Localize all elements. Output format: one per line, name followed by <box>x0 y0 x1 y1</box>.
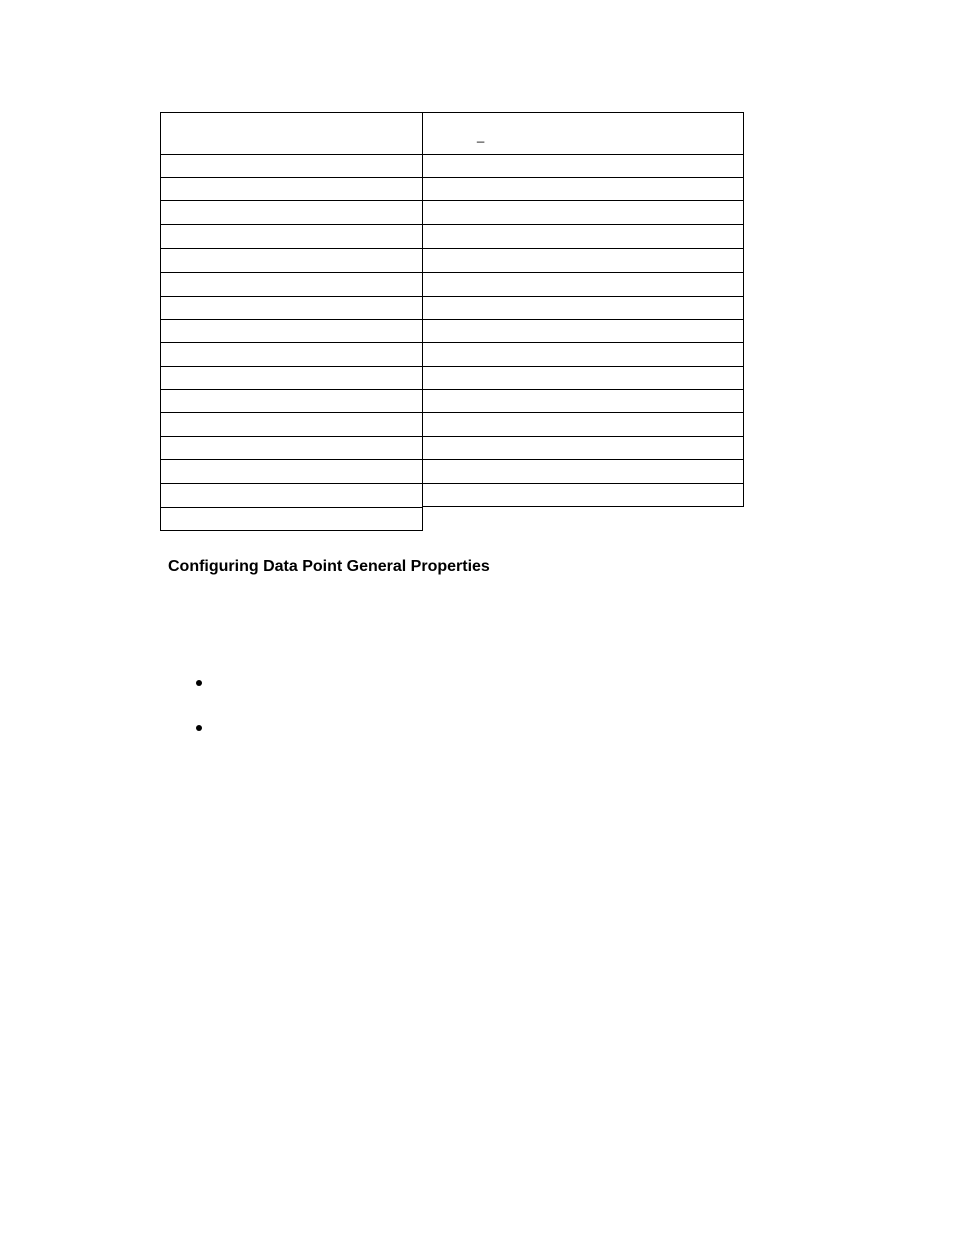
table-row-right <box>422 366 744 390</box>
table-row-right <box>422 436 744 460</box>
table-row-left <box>160 224 423 249</box>
table-header-right-cell <box>422 112 744 155</box>
table-row-right <box>422 272 744 297</box>
section-heading: Configuring Data Point General Properties <box>168 558 490 575</box>
table-row-left <box>160 342 423 367</box>
table-row-right <box>422 154 744 178</box>
table-row-right <box>422 224 744 249</box>
table-row-left <box>160 177 423 201</box>
list-item <box>196 676 596 696</box>
table-row-left <box>160 366 423 390</box>
table-row-right <box>422 177 744 201</box>
list-item <box>196 721 596 741</box>
table-row-right <box>422 296 744 320</box>
bullet-dot-icon <box>196 680 202 686</box>
table-row-left <box>160 483 423 508</box>
table-row-left <box>160 248 423 273</box>
table-row-right <box>422 389 744 413</box>
table-row-left <box>160 319 423 343</box>
table-header-left-cell <box>160 112 423 155</box>
table-row-left <box>160 412 423 437</box>
table-row-right <box>422 412 744 437</box>
table-row-left <box>160 296 423 320</box>
table-row-right <box>422 342 744 367</box>
table-row-right <box>422 248 744 273</box>
table-row-right <box>422 483 744 507</box>
table-row-left <box>160 436 423 460</box>
table-row-right <box>422 459 744 484</box>
table-header-mark: _ <box>477 128 485 143</box>
table-row-left <box>160 389 423 413</box>
table-row-left <box>160 154 423 178</box>
table-row-left <box>160 272 423 297</box>
table-row-left <box>160 507 423 531</box>
bullet-dot-icon <box>196 725 202 731</box>
table-row-right <box>422 200 744 225</box>
table-row-right <box>422 319 744 343</box>
table-row-left <box>160 459 423 484</box>
table-row-left <box>160 200 423 225</box>
